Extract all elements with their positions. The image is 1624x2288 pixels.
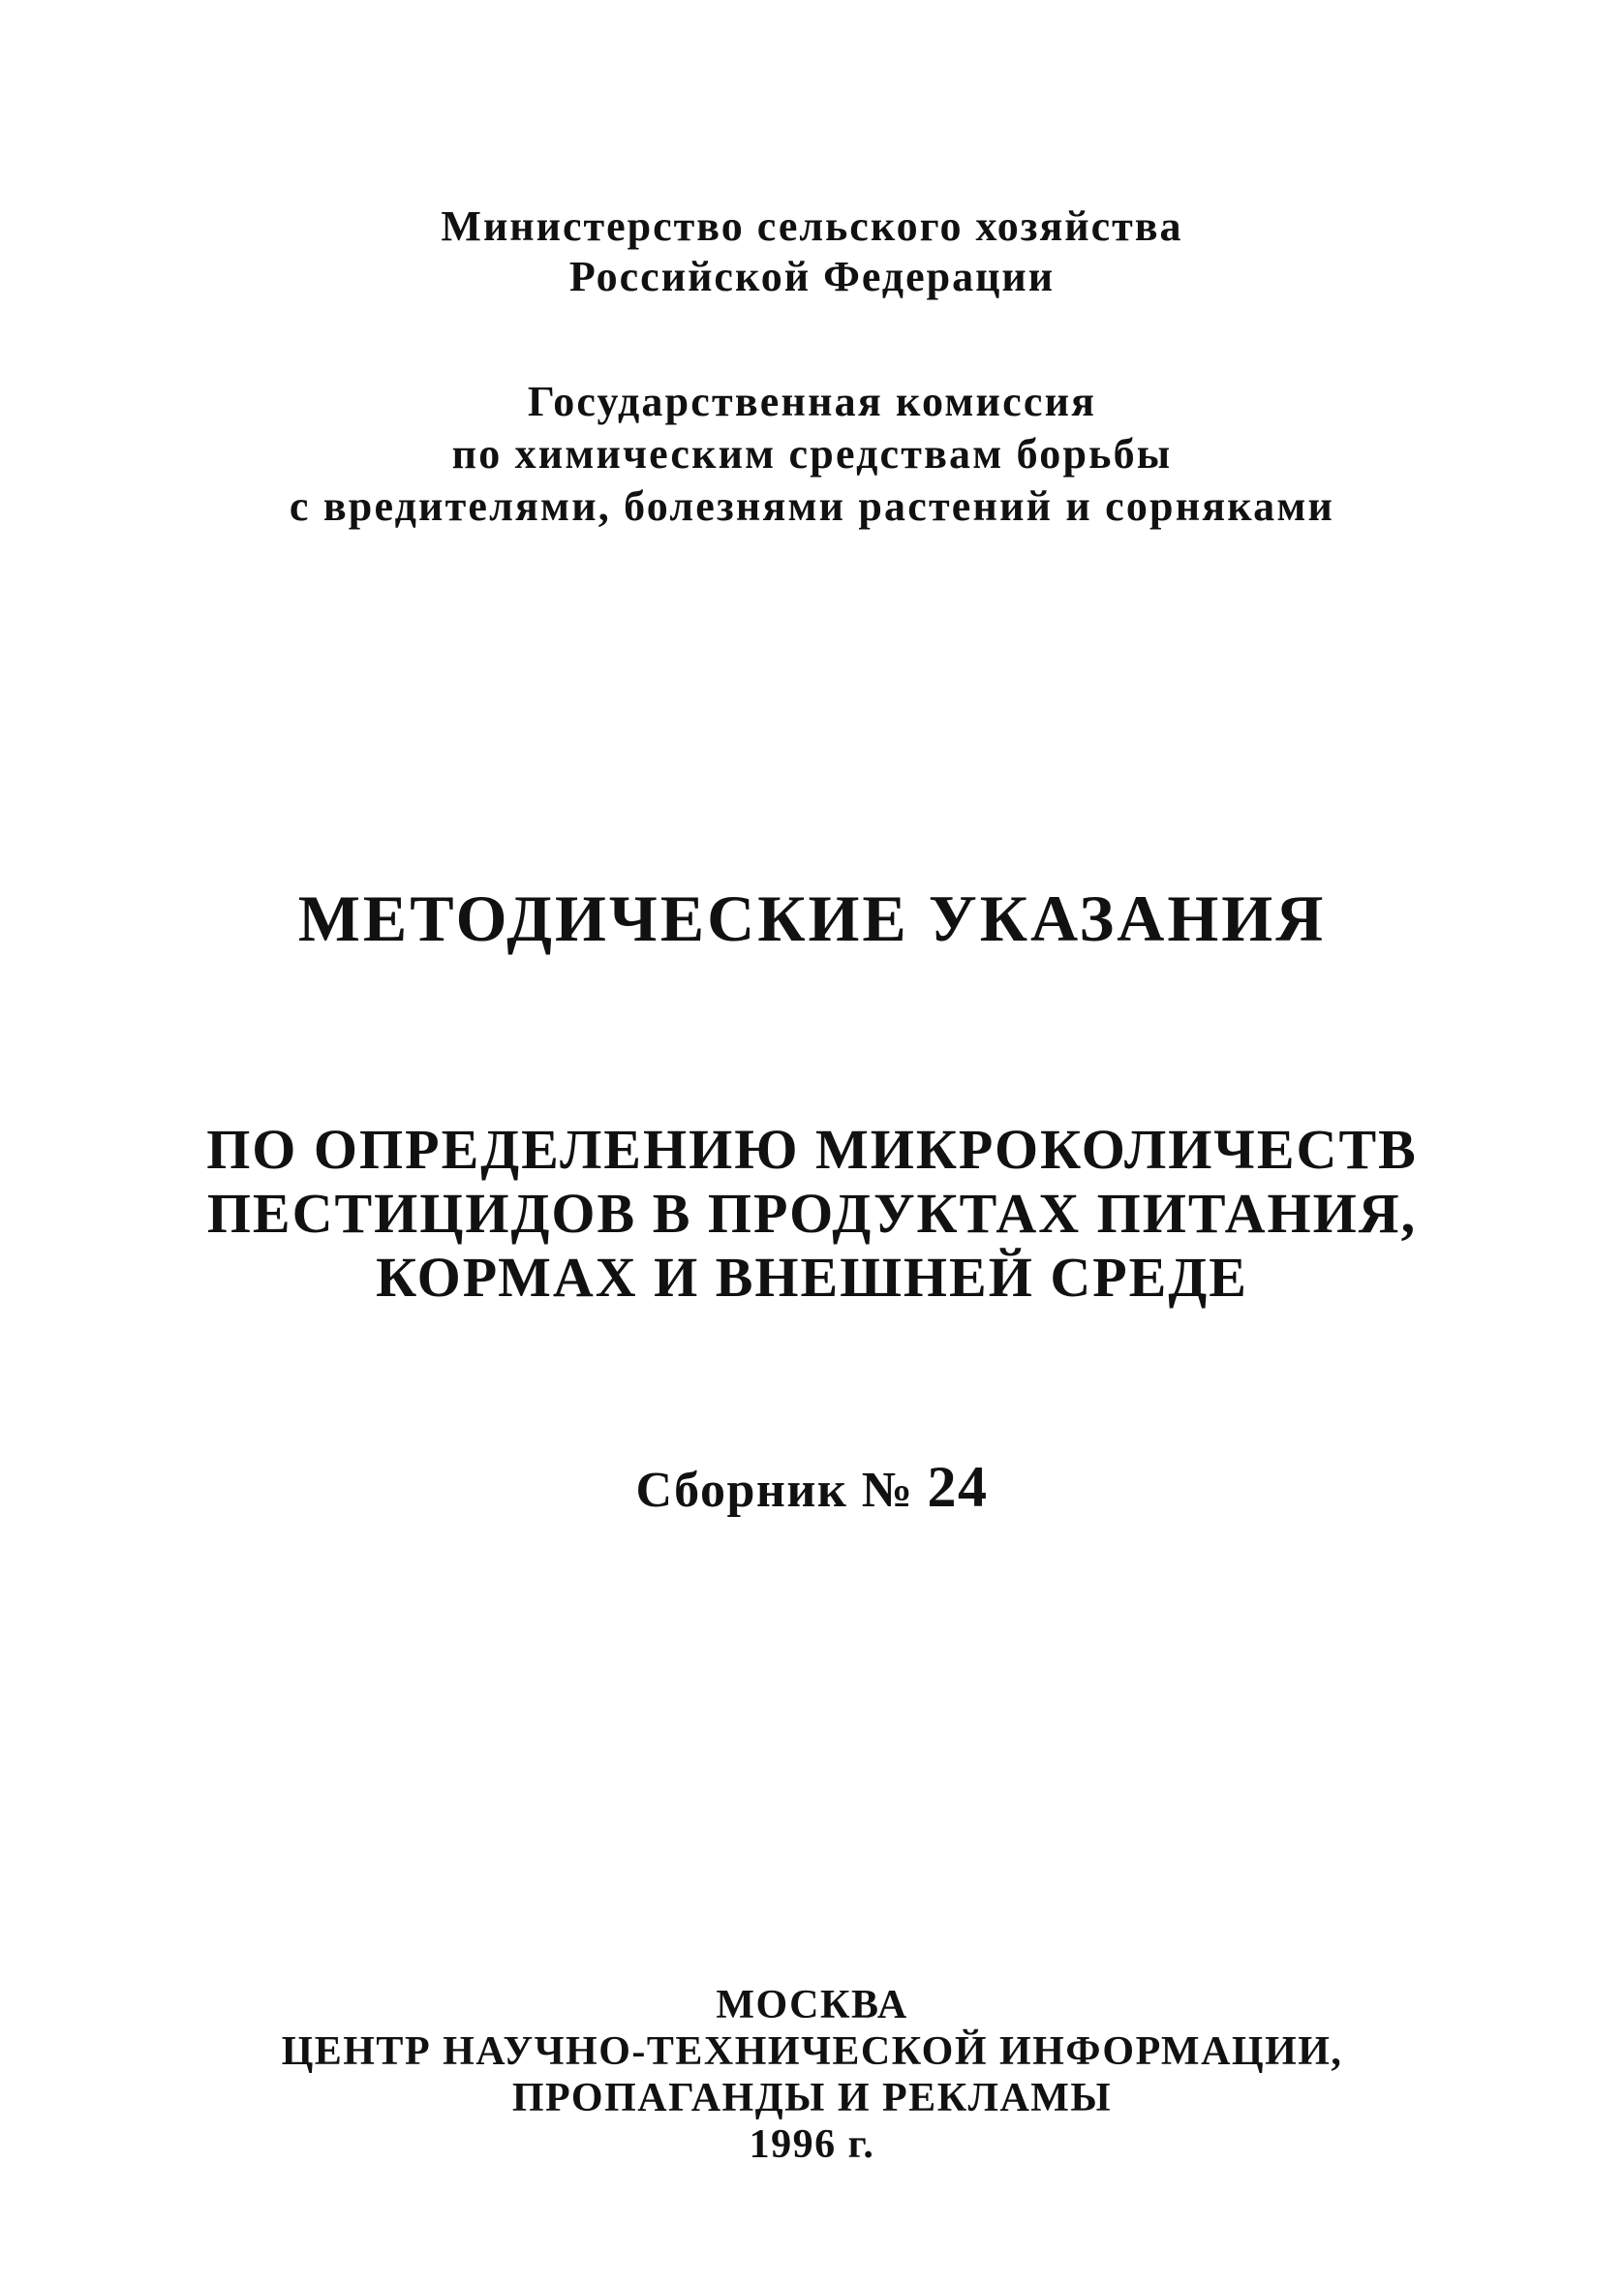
subtitle-line-3: КОРМАХ И ВНЕШНЕЙ СРЕДЕ — [376, 1246, 1248, 1309]
commission-line-3: с вредителями, болезнями растений и сорняками — [289, 482, 1335, 530]
commission-heading — [0, 376, 1624, 533]
imprint-city: МОСКВА — [716, 1983, 908, 2027]
document-subtitle — [0, 1118, 1624, 1310]
collection-number-value: 24 — [927, 1455, 989, 1519]
ministry-heading — [0, 201, 1624, 302]
imprint-year: 1996 г. — [749, 2122, 875, 2167]
publisher-imprint — [0, 1982, 1624, 2168]
subtitle-line-2: ПЕСТИЦИДОВ В ПРОДУКТАХ ПИТАНИЯ, — [206, 1182, 1418, 1245]
subtitle-line-1: ПО ОПРЕДЕЛЕНИЮ МИКРОКОЛИЧЕСТВ — [206, 1118, 1418, 1181]
imprint-publisher-line-2: ПРОПАГАНДЫ И РЕКЛАМЫ — [511, 2076, 1113, 2120]
imprint-publisher-line-1: ЦЕНТР НАУЧНО-ТЕХНИЧЕСКОЙ ИНФОРМАЦИИ, — [281, 2029, 1343, 2074]
collection-label: Сборник № — [635, 1463, 914, 1518]
collection-number — [0, 1455, 1624, 1523]
ministry-line-1: Министерство сельского хозяйства — [441, 202, 1183, 250]
collection-line — [0, 1455, 1624, 1523]
commission-line-1: Государственная комиссия — [527, 378, 1097, 425]
document-title — [0, 880, 1624, 957]
ministry-line-2: Российской Федерации — [568, 253, 1056, 300]
commission-line-2: по химическим средствам борьбы — [451, 430, 1173, 478]
document-title-text: МЕТОДИЧЕСКИЕ УКАЗАНИЯ — [297, 881, 1327, 955]
